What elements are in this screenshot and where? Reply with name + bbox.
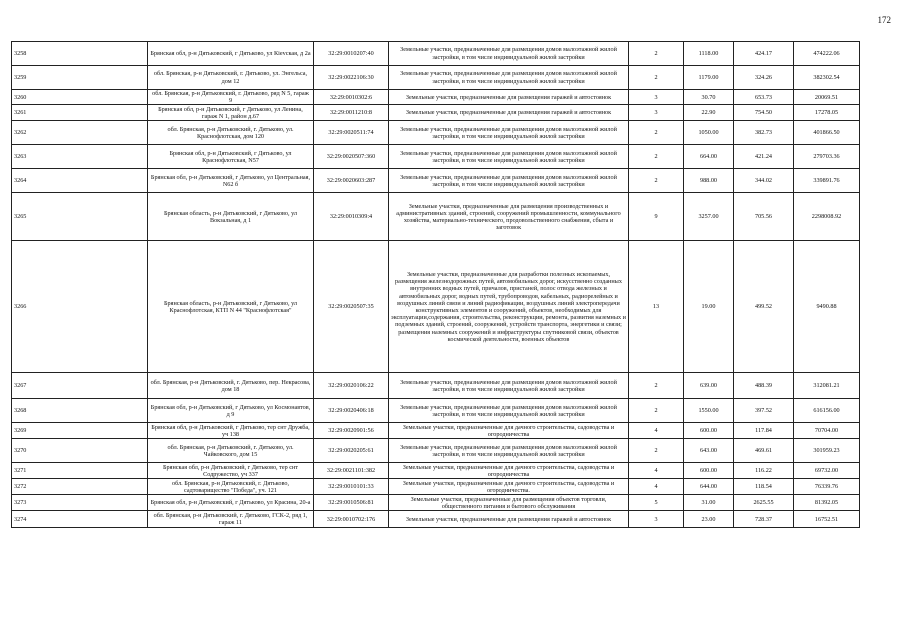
- cadastral-value-cell: 76339.76: [794, 479, 860, 495]
- land-use-cell: Земельные участки, предназначенные для размещения домов малоэтажной жилой застройки, в том числе индивидуальной жилой застройки: [389, 42, 629, 66]
- category-cell: 3: [629, 105, 684, 121]
- category-cell: 4: [629, 479, 684, 495]
- specific-value-cell: 118.54: [734, 479, 794, 495]
- area-cell: 600.00: [684, 463, 734, 479]
- category-cell: 2: [629, 439, 684, 463]
- address-cell: Брянская область, р-н Дятьковский, г Дятьково, ул Вокзальная, д 1: [148, 193, 314, 241]
- address-cell: обл. Брянская, р-н Дятьковский, г. Дятьково, ГСК-2, ряд 1, гараж 11: [148, 511, 314, 528]
- category-cell: 2: [629, 373, 684, 399]
- specific-value-cell: 421.24: [734, 145, 794, 169]
- land-use-cell: Земельные участки, предназначенные для размещения производственных и административных зданий, строений, сооружений промышленности, коммунального хозяйства, материально-технического, продовольственного снабжения, сбыта и заготовок: [389, 193, 629, 241]
- cadastral-value-cell: 401866.50: [794, 121, 860, 145]
- area-cell: 19.00: [684, 241, 734, 373]
- land-use-cell: Земельные участки, предназначенные для дачного строительства, садоводства и огородничества: [389, 423, 629, 439]
- specific-value-cell: 382.73: [734, 121, 794, 145]
- cadastral-value-cell: 20069.51: [794, 90, 860, 105]
- cadastral-number-cell: 32:29:0020511:74: [314, 121, 389, 145]
- address-cell: Брянская обл, р-н Дятьковский, г Дятьково, ул Красина, 20-а: [148, 495, 314, 511]
- cadastral-number-cell: 32:29:0020205:61: [314, 439, 389, 463]
- specific-value-cell: 344.02: [734, 169, 794, 193]
- cadastral-value-cell: 301959.23: [794, 439, 860, 463]
- area-cell: 988.00: [684, 169, 734, 193]
- specific-value-cell: 499.52: [734, 241, 794, 373]
- specific-value-cell: 2625.55: [734, 495, 794, 511]
- address-cell: Брянская область, р-н Дятьковский, г Дятьково, ул Краснофлотская, КТП N 44 "Краснофлотская": [148, 241, 314, 373]
- cadastral-number-cell: 32:29:0020106:22: [314, 373, 389, 399]
- specific-value-cell: 324.26: [734, 66, 794, 90]
- land-use-cell: Земельные участки, предназначенные для размещения гаражей и автостоянок: [389, 511, 629, 528]
- category-cell: 2: [629, 145, 684, 169]
- specific-value-cell: 397.52: [734, 399, 794, 423]
- table-row: [12, 42, 860, 66]
- table-row: [12, 423, 860, 439]
- table-row: [12, 463, 860, 479]
- table-body: [12, 42, 860, 528]
- page-number: 172: [877, 15, 891, 25]
- table-row: [12, 145, 860, 169]
- table-row: [12, 66, 860, 90]
- address-cell: Брянская обл, р-н Дятьковский, г Дятьково, ул Ленина, гараж N 1, район д.67: [148, 105, 314, 121]
- table-row: [12, 495, 860, 511]
- cadastral-value-cell: 339891.76: [794, 169, 860, 193]
- table-row: [12, 90, 860, 105]
- table-row: [12, 169, 860, 193]
- category-cell: 2: [629, 399, 684, 423]
- cadastral-number-cell: 32:29:0010702:176: [314, 511, 389, 528]
- row-number: 3260: [12, 90, 148, 105]
- area-cell: 3257.00: [684, 193, 734, 241]
- address-cell: обл. Брянская, р-н Дятьковский, г. Дятьково, ряд N 5, гараж 9: [148, 90, 314, 105]
- area-cell: 31.00: [684, 495, 734, 511]
- table-row: [12, 105, 860, 121]
- area-cell: 22.90: [684, 105, 734, 121]
- land-use-cell: Земельные участки, предназначенные для размещения объектов торговли, общественного питания и бытового обслуживания: [389, 495, 629, 511]
- category-cell: 9: [629, 193, 684, 241]
- cadastral-number-cell: 32:29:0021101:382: [314, 463, 389, 479]
- address-cell: Брянская обл, р-н Дятьковский, г Дятьково, ул Космонавтов, д 9: [148, 399, 314, 423]
- address-cell: Брянская обл, р-н Дятьковский, г Дятьково, ул Краснофлотская, N57: [148, 145, 314, 169]
- category-cell: 2: [629, 121, 684, 145]
- cadastral-value-cell: 2298008.92: [794, 193, 860, 241]
- row-number: 3264: [12, 169, 148, 193]
- cadastral-number-cell: 32:29:0010506:81: [314, 495, 389, 511]
- area-cell: 639.00: [684, 373, 734, 399]
- area-cell: 643.00: [684, 439, 734, 463]
- address-cell: Брянская обл, р-н Дятьковский, г Дятьково, тер снт Дружба, уч 138: [148, 423, 314, 439]
- row-number: 3261: [12, 105, 148, 121]
- category-cell: 13: [629, 241, 684, 373]
- land-use-cell: Земельные участки, предназначенные для размещения домов малоэтажной жилой застройки, в том числе индивидуальной жилой застройки: [389, 373, 629, 399]
- cadastral-number-cell: 32:29:0010101:33: [314, 479, 389, 495]
- cadastral-number-cell: 32:29:0010302:6: [314, 90, 389, 105]
- category-cell: 3: [629, 90, 684, 105]
- table-row: [12, 121, 860, 145]
- address-cell: обл. Брянская, р-н Дятьковский, г. Дятьково, садтоварищество "Победа", уч. 121: [148, 479, 314, 495]
- address-cell: обл. Брянская, р-н Дятьковский, г. Дятьково, ул. Энгельса, дом 12: [148, 66, 314, 90]
- address-cell: обл. Брянская, р-н Дятьковский, г. Дятьково, пер. Некрасова, дом 18: [148, 373, 314, 399]
- land-use-cell: Земельные участки, предназначенные для размещения домов малоэтажной жилой застройки, в том числе индивидуальной жилой застройки: [389, 399, 629, 423]
- address-cell: обл. Брянская, р-н Дятьковский, г. Дятьково, ул. Чайковского, дом 15: [148, 439, 314, 463]
- cadastral-number-cell: 32:29:0010207:40: [314, 42, 389, 66]
- row-number: 3262: [12, 121, 148, 145]
- cadastral-value-cell: 616156.00: [794, 399, 860, 423]
- cadastral-value-cell: 9490.88: [794, 241, 860, 373]
- cadastral-number-cell: 32:29:0020507:35: [314, 241, 389, 373]
- cadastral-value-cell: 312081.21: [794, 373, 860, 399]
- table-row: [12, 399, 860, 423]
- category-cell: 2: [629, 42, 684, 66]
- cadastral-number-cell: 32:29:0010309:4: [314, 193, 389, 241]
- table-row: [12, 241, 860, 373]
- land-use-cell: Земельные участки, предназначенные для размещения домов малоэтажной жилой застройки, в том числе индивидуальной жилой застройки: [389, 439, 629, 463]
- cadastral-number-cell: 32:29:0020406:18: [314, 399, 389, 423]
- row-number: 3268: [12, 399, 148, 423]
- specific-value-cell: 653.73: [734, 90, 794, 105]
- cadastral-number-cell: 32:29:0020901:56: [314, 423, 389, 439]
- cadastral-value-cell: 69732.00: [794, 463, 860, 479]
- row-number: 3269: [12, 423, 148, 439]
- cadastral-number-cell: 32:29:0020603:287: [314, 169, 389, 193]
- category-cell: 5: [629, 495, 684, 511]
- cadastral-number-cell: 32:29:0022106:30: [314, 66, 389, 90]
- area-cell: 600.00: [684, 423, 734, 439]
- specific-value-cell: 424.17: [734, 42, 794, 66]
- cadastral-value-cell: 70704.00: [794, 423, 860, 439]
- cadastral-number-cell: 32:29:0020507:360: [314, 145, 389, 169]
- land-use-cell: Земельные участки, предназначенные для размещения домов малоэтажной жилой застройки, в том числе индивидуальной жилой застройки: [389, 121, 629, 145]
- row-number: 3273: [12, 495, 148, 511]
- address-cell: обл. Брянская, р-н Дятьковский, г. Дятьково, ул. Краснофлотская, дом 120: [148, 121, 314, 145]
- land-use-cell: Земельные участки, предназначенные для разработки полезных ископаемых, размещения железнодорожных путей, автомобильных дорог, искусственно созданных внутренних водных путей, причалов, пристаней, полос отвода железных и автомобильных дорог, водных путей, трубопроводов, кабельных, радиорелейных и воздушных линий связи и линий радиофикации, воздушных линий электропередачи конструктивных элементов и сооружений, объектов, необходимых для эксплуатации,содержания, строительства, реконструкции, ремонта, развития наземных и подземных зданий, строений, сооружений, устройств транспорта, энергетики и связи; размещения наземных сооружений и инфраструктуры спутниковой связи, объектов космической деятельности, военных объектов: [389, 241, 629, 373]
- row-number: 3259: [12, 66, 148, 90]
- row-number: 3258: [12, 42, 148, 66]
- cadastral-value-cell: 17278.05: [794, 105, 860, 121]
- specific-value-cell: 488.39: [734, 373, 794, 399]
- specific-value-cell: 728.37: [734, 511, 794, 528]
- row-number: 3266: [12, 241, 148, 373]
- specific-value-cell: 705.56: [734, 193, 794, 241]
- category-cell: 2: [629, 169, 684, 193]
- area-cell: 1118.00: [684, 42, 734, 66]
- table-row: [12, 373, 860, 399]
- specific-value-cell: 754.50: [734, 105, 794, 121]
- address-cell: Брянская обл, р-н Дятьковский, г Дятьково, ул Центральная, N62 б: [148, 169, 314, 193]
- row-number: 3267: [12, 373, 148, 399]
- specific-value-cell: 116.22: [734, 463, 794, 479]
- land-use-cell: Земельные участки, предназначенные для размещения домов малоэтажной жилой застройки, в том числе индивидуальной жилой застройки: [389, 145, 629, 169]
- area-cell: 1550.00: [684, 399, 734, 423]
- table-row: [12, 193, 860, 241]
- area-cell: 1179.00: [684, 66, 734, 90]
- cadastral-value-cell: 382302.54: [794, 66, 860, 90]
- area-cell: 664.00: [684, 145, 734, 169]
- row-number: 3272: [12, 479, 148, 495]
- category-cell: 3: [629, 511, 684, 528]
- cadastral-value-cell: 81392.05: [794, 495, 860, 511]
- area-cell: 644.00: [684, 479, 734, 495]
- table-row: [12, 479, 860, 495]
- specific-value-cell: 117.84: [734, 423, 794, 439]
- table-row: [12, 511, 860, 528]
- land-registry-table: [11, 41, 860, 528]
- address-cell: Брянская обл, р-н Дятьковский, г Дятьково, ул Кievская, д 2а: [148, 42, 314, 66]
- land-use-cell: Земельные участки, предназначенные для размещения домов малоэтажной жилой застройки, в том числе индивидуальной жилой застройки: [389, 66, 629, 90]
- area-cell: 30.70: [684, 90, 734, 105]
- category-cell: 2: [629, 66, 684, 90]
- address-cell: Брянская обл, р-н Дятьковский, г Дятьково, тер снт Содружество, уч 337: [148, 463, 314, 479]
- row-number: 3270: [12, 439, 148, 463]
- row-number: 3271: [12, 463, 148, 479]
- row-number: 3263: [12, 145, 148, 169]
- land-use-cell: Земельные участки, предназначенные для дачного строительства, садоводства и огородничества: [389, 463, 629, 479]
- cadastral-value-cell: 279703.36: [794, 145, 860, 169]
- land-use-cell: Земельные участки, предназначенные для размещения гаражей и автостоянок: [389, 105, 629, 121]
- area-cell: 1050.00: [684, 121, 734, 145]
- category-cell: 4: [629, 423, 684, 439]
- specific-value-cell: 469.61: [734, 439, 794, 463]
- cadastral-value-cell: 16752.51: [794, 511, 860, 528]
- row-number: 3274: [12, 511, 148, 528]
- cadastral-value-cell: 474222.06: [794, 42, 860, 66]
- area-cell: 23.00: [684, 511, 734, 528]
- cadastral-number-cell: 32:29:0011210:8: [314, 105, 389, 121]
- land-use-cell: Земельные участки, предназначенные для размещения гаражей и автостоянок: [389, 90, 629, 105]
- row-number: 3265: [12, 193, 148, 241]
- land-use-cell: Земельные участки, предназначенные для размещения домов малоэтажной жилой застройки, в том числе индивидуальной жилой застройки: [389, 169, 629, 193]
- category-cell: 4: [629, 463, 684, 479]
- table-row: [12, 439, 860, 463]
- land-use-cell: Земельные участки, предназначенные для дачного строительства, садоводства и огородничества.: [389, 479, 629, 495]
